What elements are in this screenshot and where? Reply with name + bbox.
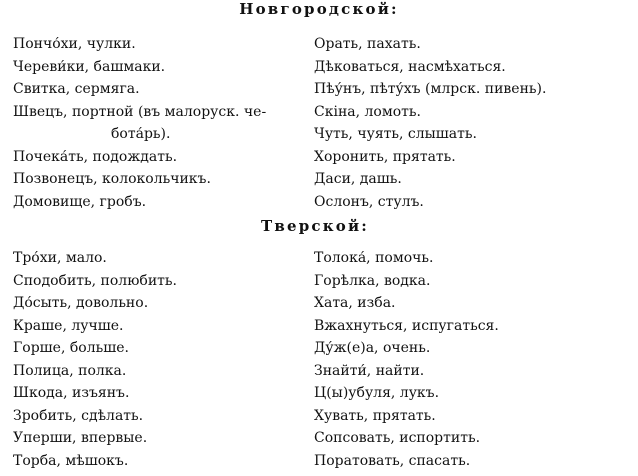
entry-text: Хувать, прятать. <box>314 407 436 424</box>
entry-text: Тро́хи, мало. <box>13 250 107 266</box>
entry-text: Домовище, гробъ. <box>13 193 147 210</box>
entry-text: Толока́, помочь. <box>314 250 434 266</box>
entry-text: До́сыть, довольно. <box>13 295 149 311</box>
entry-text: Поратовать, спасать. <box>314 452 471 469</box>
entry-text: Швецъ, портной (въ малоруск. че- <box>13 103 267 120</box>
entry-text: Пѣу́нъ, пѣту́хъ (млрск. пивень). <box>314 81 547 97</box>
entry-text: Шкода, изъянъ. <box>13 385 130 401</box>
entry-text: Ду́ж(е)а, очень. <box>314 340 431 356</box>
entry-text: Дѣковаться, насмѣхаться. <box>314 58 506 75</box>
entry-text: Полица, полка. <box>13 362 127 379</box>
entry-text: Сподобить, полюбить. <box>13 272 177 289</box>
entry-text: Уперши, впервые. <box>13 430 148 446</box>
entry-text: Череви́ки, башмаки. <box>13 58 166 75</box>
tver-left-column <box>13 247 177 472</box>
entry-text: Ц(ы)убуля, лукъ. <box>314 385 440 401</box>
entry-text: Даси, дашь. <box>314 171 402 187</box>
tver-right-column <box>314 247 499 472</box>
entry-text: Горше, больше. <box>13 340 129 356</box>
entry-text: Вжахнуться, испугаться. <box>314 317 499 334</box>
entry-text: Почека́ть, подождать. <box>13 148 178 165</box>
entry-text: Горѣлка, водка. <box>314 272 431 289</box>
entry-text: Скіна, ломоть. <box>314 103 421 120</box>
entry-text: Сопсовать, испортить. <box>314 430 481 446</box>
section-title-novgorod: Новгородской: <box>239 0 399 18</box>
entry-text: Ослонъ, стулъ. <box>314 193 424 210</box>
entry-text: Свитка, сермяга. <box>13 81 140 97</box>
entry-text: Чуть, чуять, слышать. <box>314 126 477 142</box>
entry-text: Хоронить, прятать. <box>314 148 456 165</box>
entry-text: Орать, пахать. <box>314 36 421 52</box>
entry-text: Пончо́хи, чулки. <box>13 36 136 52</box>
entry-text: Хата, изба. <box>314 295 396 311</box>
entry-text: Торба, мѣшокъ. <box>13 452 129 469</box>
section-title-tver: Тверской: <box>260 217 370 235</box>
novgorod-right-column <box>314 33 546 213</box>
entry-text: Зробить, сдѣлать. <box>13 407 144 424</box>
entry-text: Краше, лучше. <box>13 317 124 334</box>
entry-text: Знайти́, найти. <box>314 362 425 379</box>
entry-text: Позвонецъ, колокольчикъ. <box>13 171 211 187</box>
novgorod-left-column <box>13 33 266 213</box>
entry-text-continuation: бота́рь). <box>111 126 171 142</box>
